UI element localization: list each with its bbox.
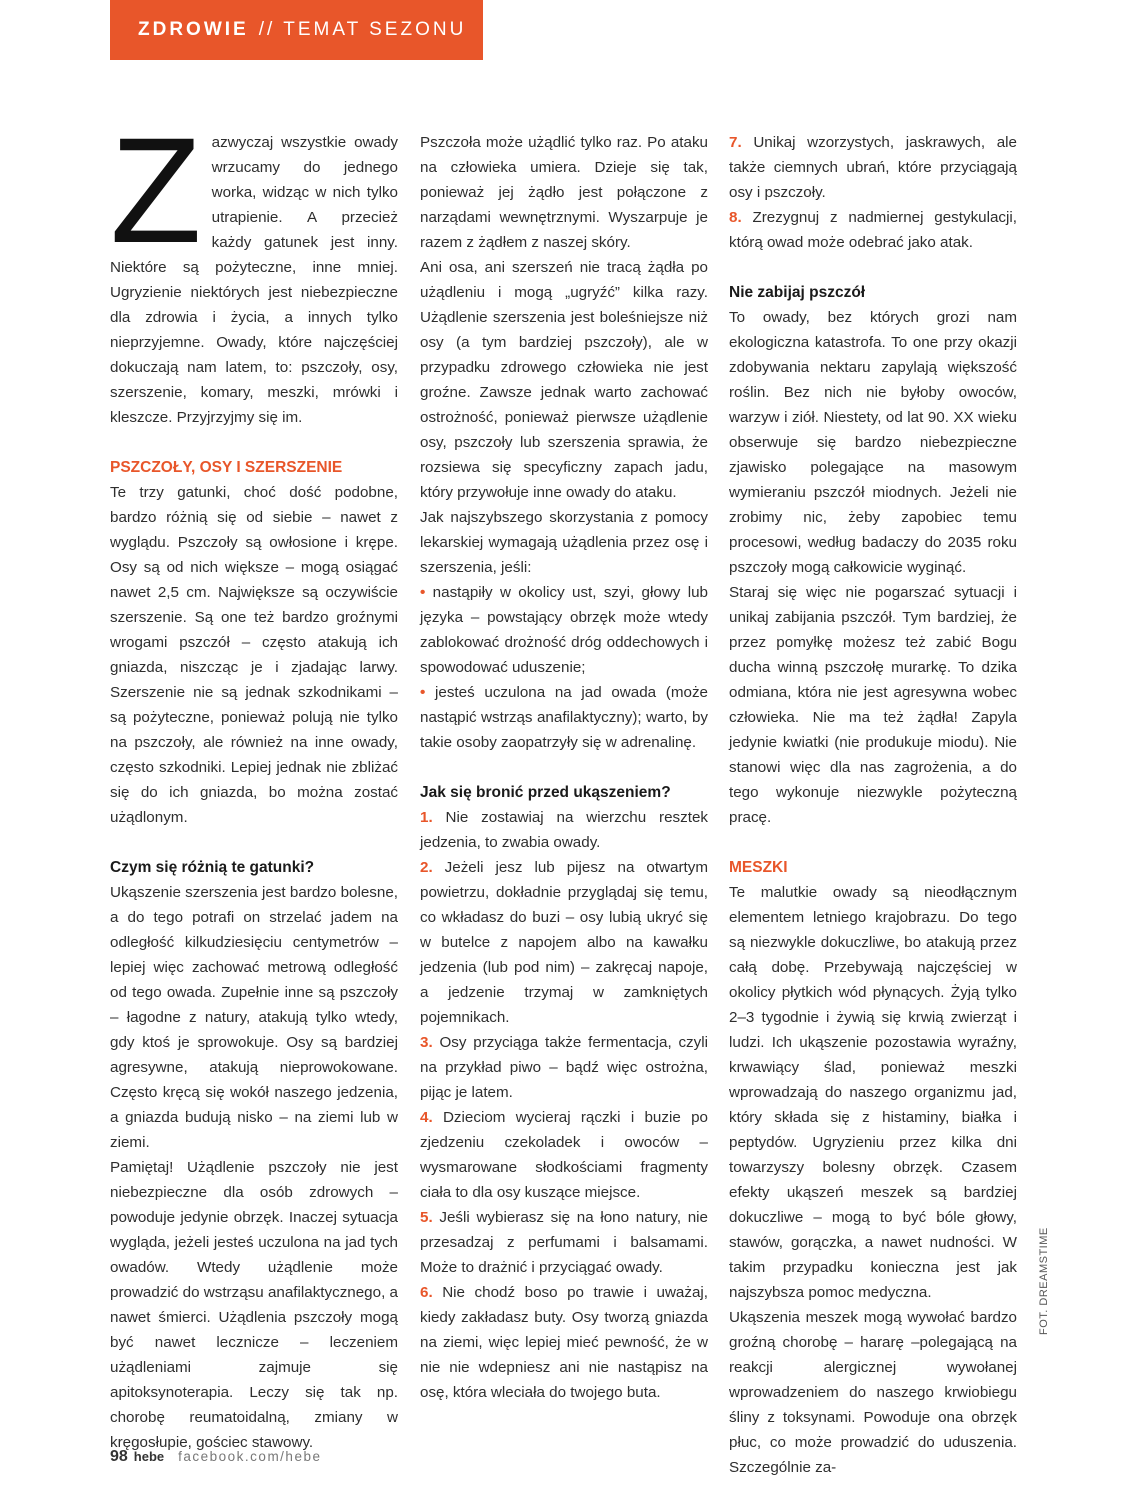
paragraph: Te trzy gatunki, choć dość podobne, bardzo różnią się od siebie – nawet z wyglądu. Pszczoły są owłosione i krępe. Osy są od nich większe – mogą osiągać nawet 2,5 cm. Największe są oczywiście szerszenie. Są one też bardzo groźnymi wrogami pszczół – często atakują ich gniazda, niszcząc je i zjadając larwy. Szerszenie nie są jednak szkodnikami – są pożyteczne, ponieważ polują nie tylko na pszczoły, ale również na inne owady, często szkodniki. Lepiej jednak nie zbliżać się do ich gniazda, bo można zostać użądlonym.	[110, 484, 398, 826]
paragraph: Ukąszenie szerszenia jest bardzo bolesne, a do tego potrafi on strzelać jadem na odległość kilkudziesięciu centymetrów – lepiej więc zachować metrową odległość od tego owada. Zupełnie inne są pszczoły – łagodne z natury, atakują tylko wtedy, gdy ktoś je sprowokuje. Osy są bardziej agresywne, atakują nieprowokowane. Często kręcą się wokół naszego jedzenia, a gniazda budują nisko – na ziemi lub w ziemi.	[110, 884, 398, 1151]
bullet-icon: •	[420, 584, 426, 601]
brand-logo: hebe	[133, 1449, 165, 1464]
tip-text: Zrezygnuj z nadmiernej gestykulacji, którą owad może odebrać jako atak.	[729, 209, 1017, 251]
tip-item	[420, 1105, 708, 1205]
dropcap: Z	[110, 106, 202, 274]
intro-paragraph	[110, 106, 398, 430]
column-3	[729, 130, 1017, 1480]
heading-nie-zabijaj: Nie zabijaj pszczół	[729, 284, 866, 301]
tip-text: Osy przyciąga także fermentacja, czyli na przykład piwo – bądź więc ostrożna, pijąc je latem.	[420, 1034, 708, 1101]
section-header	[110, 0, 483, 60]
tip-text: Unikaj wzorzystych, jaskrawych, ale także ciemnych ubrań, które przyciągają osy i pszczoły.	[729, 134, 1017, 201]
tip-text: Nie zostawiaj na wierzchu resztek jedzenia, to zwabia owady.	[420, 809, 708, 851]
list-item-text: nastąpiły w okolicy ust, szyi, głowy lub języka – powstający obrzęk może wtedy zablokować drożność dróg oddechowych i spowodować uduszenie;	[420, 584, 708, 676]
paragraph: Staraj się więc nie pogarszać sytuacji i unikaj zabijania pszczół. Tym bardziej, że przez pomyłkę możesz też zabić Bogu ducha winną pszczołę murarkę. To dzika odmiana, która nie jest agresywna wobec człowieka. Nie ma też żądła! Zapyla jedynie kwiatki (nie produkuje miodu). Nie stanowi więc dla nas zagrożenia, a do tego wykonuje niezwykle pożyteczną pracę.	[729, 584, 1017, 826]
tip-number: 7.	[729, 134, 742, 151]
intro-text: azwyczaj wszystkie owady wrzucamy do jednego worka, widząc w nich tylko utrapienie. A przecież każdy gatunek jest inny. Niektóre są pożyteczne, inne mniej. Ugryzienie niektórych jest niebezpieczne dla zdrowia i życia, a innych tylko nieprzyjemne. Owady, które najczęściej dokuczają nam latem, to: pszczoły, osy, szerszenie, komary, meszki, mrówki i kleszcze. Przyjrzyjmy się im.	[110, 134, 398, 426]
list-item	[420, 580, 708, 680]
heading-roznice: Czym się różnią te gatunki?	[110, 859, 315, 876]
paragraph: Ukąszenia meszek mogą wywołać bardzo groźną chorobę – hararę –polegającą na reakcji alergicznej wywołanej wprowadzeniem do naszego krwiobiegu śliny z toksynami. Powoduje ona obrzęk płuc, co może prowadzić do uduszenia. Szczególnie za-	[729, 1309, 1017, 1476]
tip-number: 5.	[420, 1209, 433, 1226]
tip-number: 1.	[420, 809, 433, 826]
paragraph: To owady, bez których grozi nam ekologiczna katastrofa. To one przy okazji zdobywania nektaru zapylają większość roślin. Bez nich nie byłoby owoców, warzyw i ziół. Niestety, od lat 90. XX wieku obserwuje się bardzo niebezpieczne zjawisko polegające na masowym wymieraniu pszczół miodnych. Jeżeli nie zrobimy nic, żeby zapobiec temu procesowi, według badaczy do 2035 roku pszczoły mogą całkowicie wyginąć.	[729, 309, 1017, 576]
tip-number: 2.	[420, 859, 433, 876]
photo-credit: FOT. DREAMSTIME	[1038, 1227, 1050, 1335]
tip-item	[420, 1030, 708, 1105]
heading-pszczoly: PSZCZOŁY, OSY I SZERSZENIE	[110, 459, 343, 476]
page-number: 98	[110, 1448, 128, 1465]
tip-item	[729, 130, 1017, 205]
list-item-text: jesteś uczulona na jad owada (może nastąpić wstrząs anafilaktyczny); warto, by takie osoby zaopatrzyły się w adrenalinę.	[420, 684, 708, 751]
column-1	[110, 106, 398, 1455]
tip-text: Dzieciom wycieraj rączki i buzie po zjedzeniu czekoladek i owoców – wysmarowane słodkościami fragmenty ciała to dla osy kuszące miejsce.	[420, 1109, 708, 1201]
tip-text: Nie chodź boso po trawie i uważaj, kiedy zakładasz buty. Osy tworzą gniazda na ziemi, więc lepiej mieć pewność, że w nie nie wdepniesz ani nie nastąpisz na osę, która wleciała do twojego buta.	[420, 1284, 708, 1401]
section-separator: //	[258, 19, 276, 40]
column-2	[420, 130, 708, 1405]
tip-item	[420, 855, 708, 1030]
tip-number: 3.	[420, 1034, 433, 1051]
bullet-icon: •	[420, 684, 426, 701]
section-subtitle	[259, 19, 467, 41]
section-subtitle-text: TEMAT SEZONU	[283, 19, 467, 40]
page-footer	[110, 1448, 321, 1466]
tip-number: 4.	[420, 1109, 433, 1126]
paragraph: Te malutkie owady są nieodłącznym elementem letniego krajobrazu. Do tego są niezwykle dokuczliwe, bo atakują przez całą dobę. Przebywają najczęściej w okolicy płytkich wód płynących. Żyją tylko 2–3 tygodnie i żywią się krwią zwierząt i ludzi. Ich ukąszenie pozostawia wyraźny, krwawiący ślad, ponieważ meszki wprowadzają do naszego organizmu jad, który składa się z histaminy, białka i peptydów. Ugryzieniu przez kilka dni towarzyszy bolesny obrzęk. Czasem efekty ukąszeń meszek są bardziej dokuczliwe – mogą to być bóle głowy, stawów, gorączka, a nawet nudności. W takim przypadku konieczna jest jak najszybsza pomoc medyczna.	[729, 884, 1017, 1301]
paragraph: Ani osa, ani szerszeń nie tracą żądła po użądleniu i mogą „ugryźć” kilka razy. Użądlenie szerszenia jest boleśniejsze niż osy (a tym bardziej pszczoły), ale w przypadku zdrowego człowieka nie jest groźne. Zawsze jednak warto zachować ostrożność, ponieważ pierwsze użądlenie osy, pszczoły lub szerszenia sprawia, że rozsiewa się specyficzny zapach jadu, który przywołuje inne owady do ataku.	[420, 259, 708, 501]
tip-item	[420, 1280, 708, 1405]
tip-number: 6.	[420, 1284, 433, 1301]
tip-item	[729, 205, 1017, 255]
tip-text: Jeżeli jesz lub pijesz na otwartym powietrzu, dokładnie przyglądaj się temu, co wkładasz do buzi – osy lubią ukryć się w butelce z napojem albo na kawałku jedzenia (lub pod nim) – zakręcaj napoje, a jedzenie trzymaj w zamkniętych pojemnikach.	[420, 859, 708, 1026]
tip-item	[420, 1205, 708, 1280]
paragraph: Pszczoła może użądlić tylko raz. Po ataku na człowieka umiera. Dzieje się tak, ponieważ jej żądło jest połączone z narządami wewnętrznymi. Wyszarpuje je razem z żądłem z naszej skóry.	[420, 134, 708, 251]
paragraph: Jak najszybszego skorzystania z pomocy lekarskiej wymagają użądlenia przez osę i szerszenia, jeśli:	[420, 509, 708, 576]
list-item	[420, 680, 708, 755]
tip-text: Jeśli wybierasz się na łono natury, nie przesadzaj z perfumami i balsamami. Może to drażnić i przyciągać owady.	[420, 1209, 708, 1276]
paragraph: Pamiętaj! Użądlenie pszczoły nie jest niebezpieczne dla osób zdrowych – powoduje jedynie obrzęk. Inaczej sytuacja wygląda, jeżeli jesteś uczulona na jad tych owadów. Wtedy użądlenie może prowadzić do wstrząsu anafilaktycznego, a nawet śmierci. Użądlenia pszczoły mogą być nawet lecznicze – leczeniem użądleniami zajmuje się apitoksynoterapia. Leczy się tak np. chorobę reumatoidalną, zmiany w kręgosłupie, gościec stawowy.	[110, 1159, 398, 1451]
section-title: ZDROWIE	[138, 19, 249, 40]
heading-obrona: Jak się bronić przed ukąszeniem?	[420, 784, 671, 801]
tip-item	[420, 805, 708, 855]
tip-number: 8.	[729, 209, 742, 226]
heading-meszki: MESZKI	[729, 859, 788, 876]
facebook-link[interactable]: facebook.com/hebe	[178, 1449, 322, 1464]
